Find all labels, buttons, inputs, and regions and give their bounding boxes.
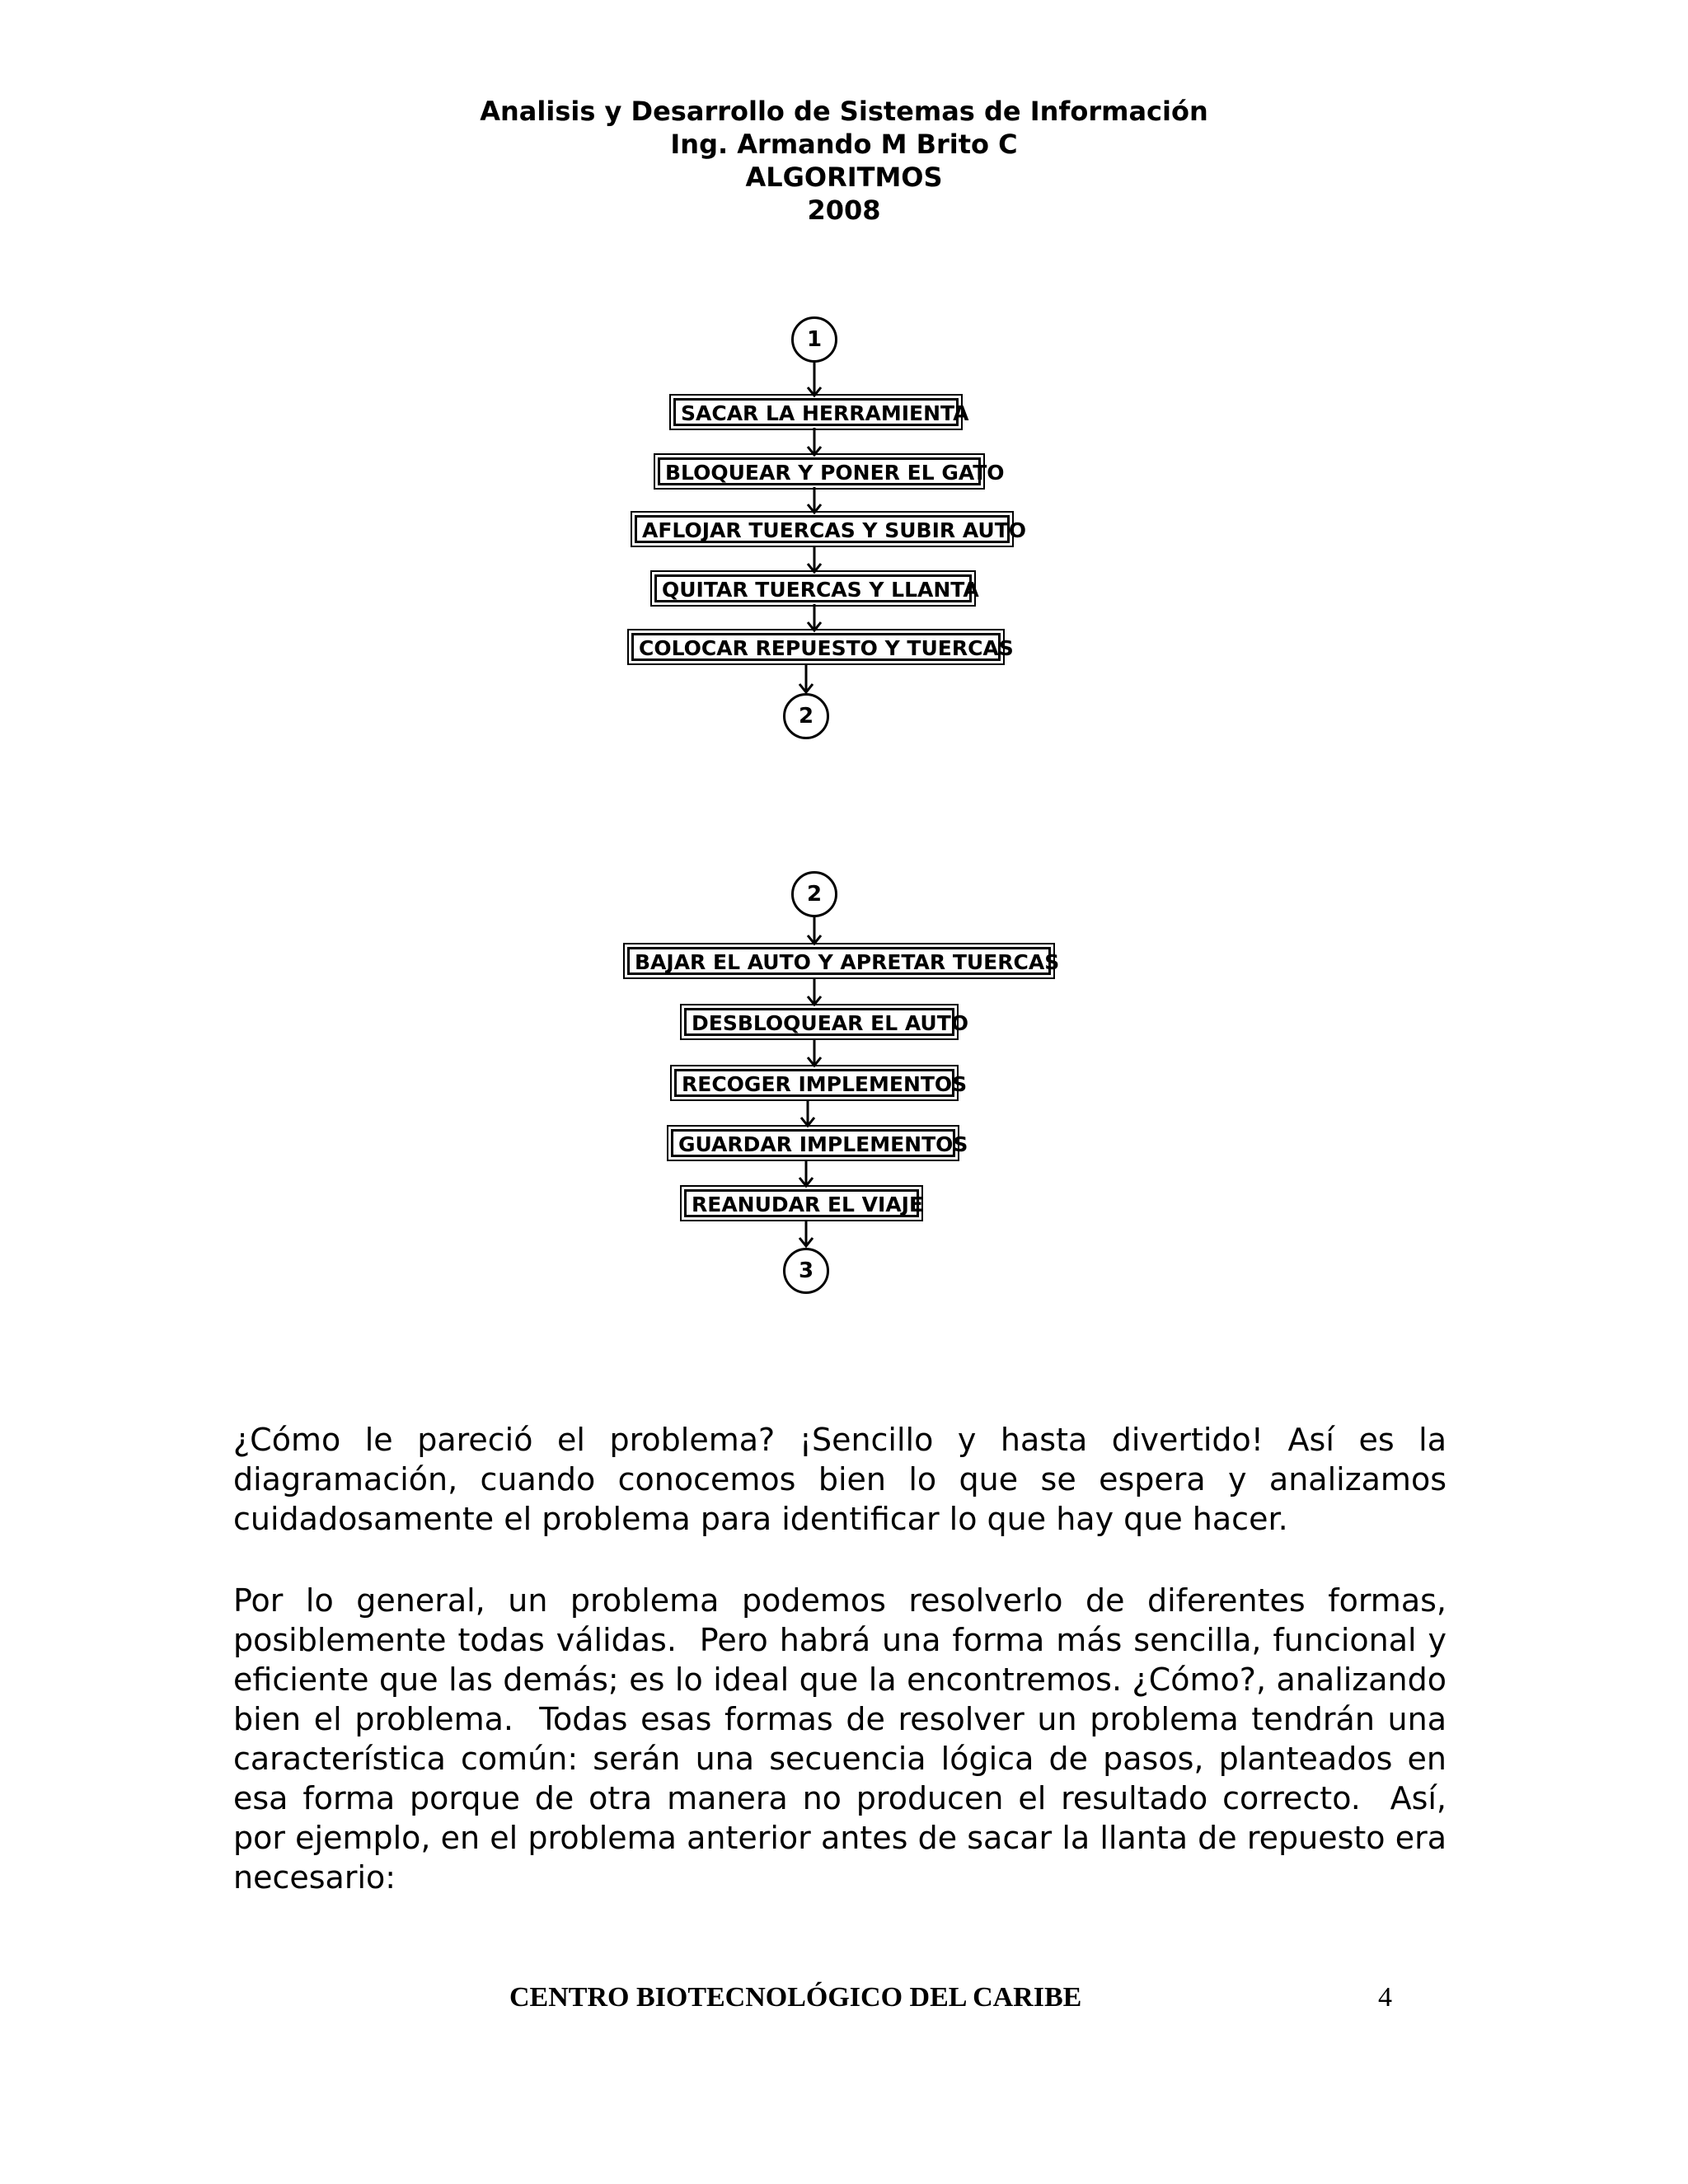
connector-start-2: 2 <box>791 871 837 917</box>
connector-start-1: 1 <box>791 316 837 363</box>
page-number: 4 <box>1378 1982 1392 2013</box>
author-name: Ing. Armando M Brito C <box>670 129 1018 160</box>
topic-title: ALGORITMOS <box>745 162 943 193</box>
step-bajar-auto: BAJAR EL AUTO Y APRETAR TUERCAS <box>627 947 1051 975</box>
paragraph-1: ¿Cómo le pareció el problema? ¡Sencillo y hasta divertido! Así es la diagramación, cuando conocemos bien lo que se espera y analizamos cuidadosamente el problema para identificar lo que hay que hacer. <box>233 1422 1447 1537</box>
step-quitar-tuercas: QUITAR TUERCAS Y LLANTA <box>654 574 972 602</box>
paragraph-2: Por lo general, un problema podemos resolverlo de diferentes formas, posiblemente todas válidas. Pero habrá una forma más sencilla, funcional y eficiente que las demás; es lo ideal que la encontremos. ¿Cómo?, analizando bien el problema. Todas esas formas de resolver un problema tendrán una característica común: serán una secuencia lógica de pasos, planteados en esa forma porque de otra manera no producen el resultado correcto. Así, por ejemplo, en el problema anterior antes de sacar la llanta de repuesto era necesario: <box>233 1582 1457 1896</box>
footer-institution: CENTRO BIOTECNOLÓGICO DEL CARIBE <box>509 1982 1082 2013</box>
connector-end-2: 2 <box>783 693 829 739</box>
step-aflojar-tuercas: AFLOJAR TUERCAS Y SUBIR AUTO <box>635 515 1010 543</box>
step-sacar-herramienta: SACAR LA HERRAMIENTA <box>673 398 959 426</box>
step-guardar-implementos: GUARDAR IMPLEMENTOS <box>671 1129 955 1157</box>
step-recoger-implementos: RECOGER IMPLEMENTOS <box>674 1069 954 1097</box>
step-colocar-repuesto: COLOCAR REPUESTO Y TUERCAS <box>631 633 1001 661</box>
step-desbloquear-auto: DESBLOQUEAR EL AUTO <box>684 1008 954 1036</box>
connector-end-3: 3 <box>783 1248 829 1294</box>
step-bloquear-gato: BLOQUEAR Y PONER EL GATO <box>658 457 981 485</box>
step-reanudar-viaje: REANUDAR EL VIAJE <box>684 1189 919 1217</box>
course-title: Analisis y Desarrollo de Sistemas de Información <box>480 96 1208 127</box>
year: 2008 <box>807 194 881 226</box>
